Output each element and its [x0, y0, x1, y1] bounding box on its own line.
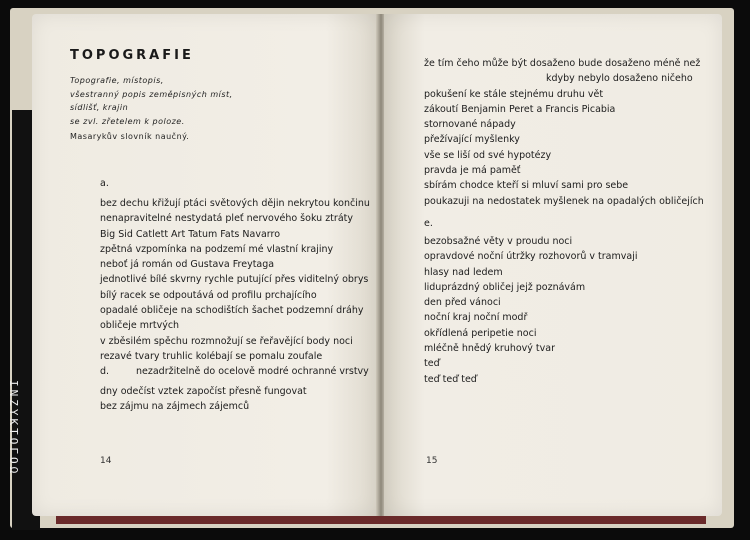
verse-line: dny odečíst vztek započíst přesně fungovat	[100, 386, 307, 397]
verse-line: přežívající myšlenky	[424, 134, 520, 146]
verse-line: pravda je má paměť	[424, 165, 521, 177]
verse-line: Big Sid Catlett Art Tatum Fats Navarro	[100, 228, 281, 240]
verse-line: nezadržitelně do ocelově modré ochranné vrstvy	[136, 366, 369, 378]
page-number-right: 15	[426, 456, 438, 466]
section-e-verse	[424, 234, 637, 387]
verse-line: zpětná vzpomínka na podzemí mé vlastní krajiny	[100, 243, 334, 255]
verse-line: kdyby nebylo dosaženo ničeho	[546, 73, 693, 85]
right-top-verse	[424, 56, 704, 209]
page-number-left: 14	[100, 456, 112, 466]
verse-line: bezobsažné věty v proudu noci	[424, 236, 573, 247]
verse-line: zákoutí Benjamin Peret a Francis Picabia	[424, 103, 616, 115]
verse-line: jednotlivé bílé skvrny rychle putující přes viditelný obrys	[100, 274, 369, 286]
verse-line: poukazuji na nedostatek myšlenek na opadalých obličejích	[424, 195, 704, 207]
verse-line: okřídlená peripetie noci	[424, 327, 537, 339]
verse-line: v zběsilém spěchu rozmnožují se řeřavějící body noci	[100, 335, 353, 347]
spine-lettering: ΙΝΖΥΚΤΟΓΟΩ	[7, 380, 20, 477]
verse-line: den před vánoci	[424, 297, 501, 309]
verse-line: bílý racek se odpoutává od profilu prchajícího	[100, 289, 317, 301]
verse-line: rezavé tvary truhlic kolébají se pomalu zoufale	[100, 350, 323, 362]
verse-line: bez dechu křižují ptáci světových dějin nekrytou končinu	[100, 198, 370, 209]
verse-line: obličeje mrtvých	[100, 320, 180, 332]
poem-title: TOPOGRAFIE	[70, 48, 194, 63]
verse-line: mléčně hnědý kruhový tvar	[424, 343, 556, 355]
verse-line: že tím čeho může být dosaženo bude dosaženo méně než	[424, 58, 701, 69]
verse-line: opravdové noční útržky rozhovorů v tramvaji	[424, 251, 638, 263]
section-label-a: a.	[100, 178, 109, 189]
verse-line: opadalé obličeje na schodištích šachet podzemní dráhy	[100, 305, 364, 317]
verse-line: nenapravitelné nestydatá pleť nervového šoku ztráty	[100, 213, 353, 225]
epigraph-line: sídlišť, krajin	[70, 103, 129, 112]
verse-line: liduprázdný obličej jejž poznávám	[424, 281, 586, 293]
verse-line: noční kraj noční modř	[424, 312, 528, 324]
verse-line: teď	[424, 358, 440, 370]
verse-line: vše se liší od své hypotézy	[424, 149, 552, 161]
section-label-e: e.	[424, 218, 433, 229]
verse-line: bez zájmu na zájmech zájemců	[100, 401, 250, 413]
epigraph-line: všestranný popis zeměpisných míst,	[70, 89, 233, 99]
epigraph	[70, 74, 290, 144]
section-d-verse	[100, 384, 307, 415]
epigraph-line: Topografie, místopis,	[70, 76, 164, 85]
verse-line: pokušení ke stále stejnému druhu vět	[424, 88, 604, 100]
epigraph-line: se zvl. zřetelem k poloze.	[70, 116, 185, 126]
section-a-verse	[100, 196, 370, 380]
verse-line: hlasy nad ledem	[424, 266, 503, 278]
section-label-d: d.	[100, 366, 110, 377]
verse-line: teď teď teď	[424, 373, 477, 385]
verse-line: sbírám chodce kteří si mluví sami pro sebe	[424, 180, 629, 192]
epigraph-source: Masarykův slovník naučný.	[70, 132, 190, 141]
verse-line: stornované nápady	[424, 119, 516, 131]
verse-line: neboť já román od Gustava Freytaga	[100, 259, 275, 271]
